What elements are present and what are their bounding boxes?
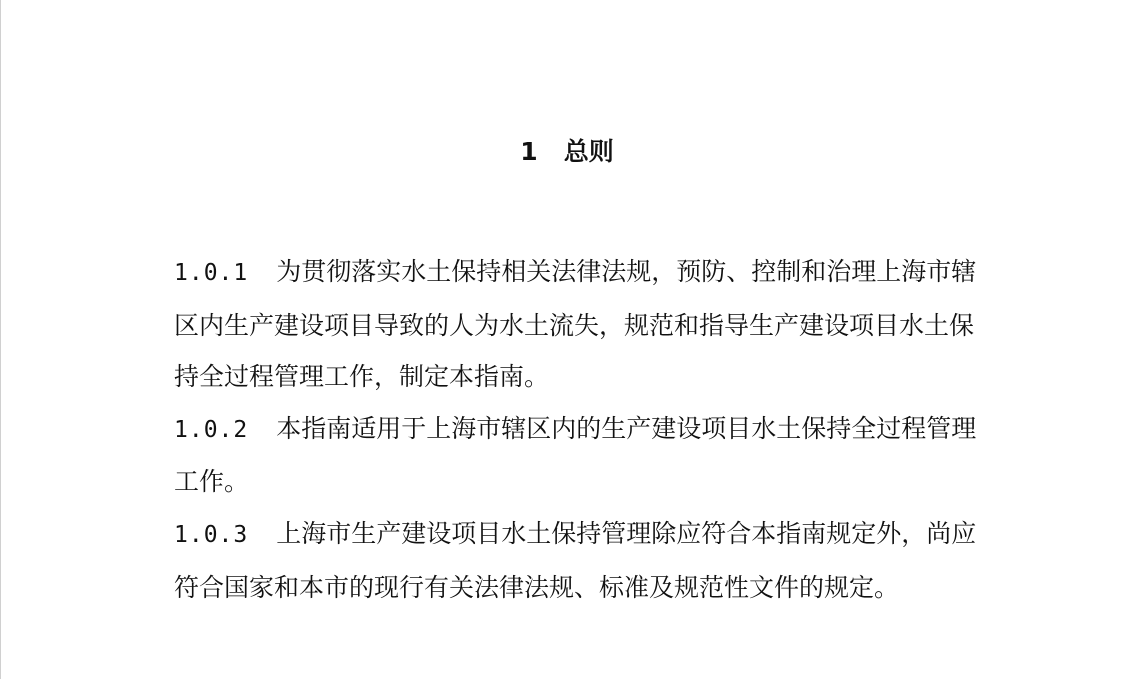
clause-1-0-2 [174, 403, 994, 508]
clause-number: 1.0.2 [174, 416, 249, 443]
clause-text: 为贯彻落实水土保持相关法律法规，预防、控制和治理上海市辖区内生产建设项目导致的人为水土流失，规范和指导生产建设项目水土保持全过程管理工作，制定本指南。 [174, 257, 977, 392]
chapter-title-text: 总则 [563, 137, 614, 166]
chapter-title [1, 132, 1132, 172]
chapter-body [174, 246, 994, 613]
clause-number: 1.0.1 [174, 260, 249, 286]
clause-1-0-1 [174, 246, 994, 403]
chapter-number: 1 [520, 137, 538, 166]
clause-text: 本指南适用于上海市辖区内的生产建设项目水土保持全过程管理工作。 [174, 413, 977, 497]
clause-number: 1.0.3 [174, 521, 249, 548]
clause-1-0-3 [174, 508, 994, 613]
clause-text: 上海市生产建设项目水土保持管理除应符合本指南规定外，尚应符合国家和本市的现行有关法律法规、标准及规范性文件的规定。 [174, 518, 977, 602]
